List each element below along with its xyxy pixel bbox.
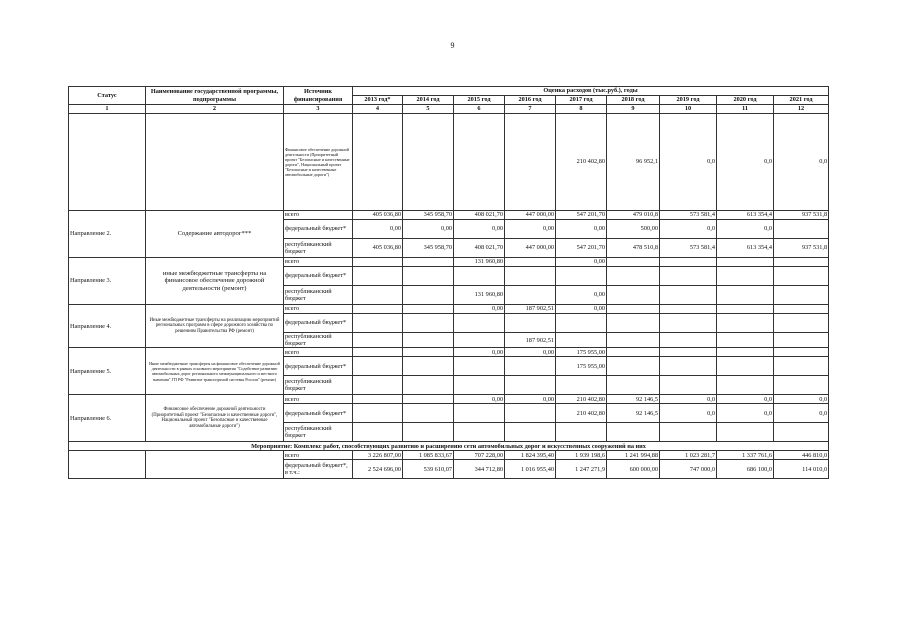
table-row [69, 305, 829, 314]
top-block-value: 0,0 [774, 114, 829, 211]
value-cell: 600 000,00 [607, 460, 660, 479]
direction-name: Содержание автодорог*** [146, 211, 284, 258]
value-cell [505, 258, 556, 267]
direction-name: Иные межбюджетные трансферты на финансовое обеспечение дорожной деятельности в рамках основного мероприятия "Содействие развитию автомобильных дорог регионального межмуниципального и местного значения" ГП РФ "Развитие транспортной системы России" (ремонт) [146, 348, 284, 395]
value-cell [403, 258, 454, 267]
value-cell: 408 021,70 [454, 211, 505, 220]
value-cell: 937 531,8 [774, 239, 829, 258]
value-cell: 0,00 [505, 348, 556, 357]
value-cell: 613 354,4 [717, 239, 774, 258]
table-row [69, 348, 829, 357]
value-cell [353, 404, 403, 423]
value-cell [556, 267, 607, 286]
value-cell: 0,00 [454, 348, 505, 357]
direction-status: Направление 4. [69, 305, 146, 348]
top-block-value: 96 952,1 [607, 114, 660, 211]
value-cell [660, 305, 717, 314]
value-cell: 0,00 [505, 395, 556, 404]
value-cell [505, 376, 556, 395]
event-status-cell [69, 451, 146, 479]
top-block-source: Финансовое обеспечение дорожной деятельности (Приоритетный проект "Безопасные и качественные дороги", Национальный проект "Безопасные и качественные автомобильные дороги") [284, 114, 353, 211]
value-cell [660, 267, 717, 286]
top-block-value [454, 114, 505, 211]
header-column-number: 6 [454, 105, 505, 114]
value-cell [774, 333, 829, 348]
value-cell: 3 226 807,00 [353, 451, 403, 460]
value-cell [717, 376, 774, 395]
value-cell [660, 333, 717, 348]
value-cell: 0,00 [556, 305, 607, 314]
value-cell [505, 423, 556, 442]
header-year: 2017 год [556, 96, 607, 105]
value-cell [774, 305, 829, 314]
value-cell: 1 023 281,7 [660, 451, 717, 460]
value-cell [717, 348, 774, 357]
value-cell [353, 258, 403, 267]
value-cell [660, 258, 717, 267]
top-block-value [353, 114, 403, 211]
value-cell: 92 146,5 [607, 395, 660, 404]
value-cell [607, 376, 660, 395]
direction-name: иные межбюджетные трансферты на финансовое обеспечение дорожной деятельности (ремонт) [146, 258, 284, 305]
header-program-name: Наименование государственной программы, подпрограммы [146, 87, 284, 105]
value-cell [774, 220, 829, 239]
header-status: Статус [69, 87, 146, 105]
value-cell [403, 267, 454, 286]
table-row [69, 258, 829, 267]
value-cell [403, 333, 454, 348]
header-year: 2013 год* [353, 96, 403, 105]
top-block-value: 0,0 [660, 114, 717, 211]
header-column-number: 2 [146, 105, 284, 114]
value-cell [717, 258, 774, 267]
value-cell: 405 036,80 [353, 239, 403, 258]
value-cell [660, 357, 717, 376]
value-cell: 447 000,00 [505, 239, 556, 258]
top-block-value [505, 114, 556, 211]
funding-source: федеральный бюджет* [284, 267, 353, 286]
value-cell: 479 010,8 [607, 211, 660, 220]
value-cell: 1 337 761,6 [717, 451, 774, 460]
value-cell [774, 376, 829, 395]
value-cell [660, 286, 717, 305]
value-cell [717, 423, 774, 442]
value-cell: 0,0 [660, 395, 717, 404]
value-cell [403, 314, 454, 333]
value-cell: 187 902,51 [505, 305, 556, 314]
value-cell [717, 357, 774, 376]
value-cell [505, 404, 556, 423]
value-cell [660, 423, 717, 442]
value-cell: 0,00 [505, 220, 556, 239]
value-cell [774, 314, 829, 333]
value-cell [403, 348, 454, 357]
value-cell: 446 810,0 [774, 451, 829, 460]
table-row [69, 395, 829, 404]
value-cell [607, 286, 660, 305]
value-cell: 1 939 198,6 [556, 451, 607, 460]
top-block-row [69, 114, 829, 211]
top-block-value: 0,0 [717, 114, 774, 211]
header-column-number: 9 [607, 105, 660, 114]
value-cell [454, 314, 505, 333]
value-cell [607, 305, 660, 314]
value-cell [607, 314, 660, 333]
header-column-number: 11 [717, 105, 774, 114]
value-cell: 0,00 [556, 286, 607, 305]
header-year: 2018 год [607, 96, 660, 105]
value-cell [505, 357, 556, 376]
value-cell: 0,00 [403, 220, 454, 239]
page-number: 9 [450, 41, 455, 50]
value-cell [454, 357, 505, 376]
value-cell [607, 348, 660, 357]
value-cell [607, 267, 660, 286]
table-row [69, 211, 829, 220]
value-cell: 547 201,70 [556, 239, 607, 258]
value-cell [607, 333, 660, 348]
value-cell: 175 955,00 [556, 348, 607, 357]
value-cell [353, 333, 403, 348]
value-cell: 937 531,8 [774, 211, 829, 220]
value-cell: 0,0 [774, 395, 829, 404]
value-cell: 613 354,4 [717, 211, 774, 220]
value-cell [353, 395, 403, 404]
value-cell [454, 423, 505, 442]
value-cell: 1 824 395,40 [505, 451, 556, 460]
value-cell [403, 305, 454, 314]
value-cell [717, 286, 774, 305]
direction-name: Финансовое обеспечение дорожной деятельности (Приоритетный проект "Безопасные и качественные дороги", Национальный проект "Безопасные и качественные автомобильные дороги") [146, 395, 284, 442]
value-cell: 0,00 [454, 395, 505, 404]
top-block-status-cell [69, 114, 146, 211]
value-cell: 131 960,80 [454, 258, 505, 267]
value-cell [403, 357, 454, 376]
value-cell [774, 357, 829, 376]
value-cell: 1 085 833,67 [403, 451, 454, 460]
value-cell [607, 423, 660, 442]
value-cell [774, 258, 829, 267]
value-cell: 114 010,0 [774, 460, 829, 479]
value-cell [353, 357, 403, 376]
table-row [69, 451, 829, 460]
value-cell [353, 423, 403, 442]
value-cell [403, 376, 454, 395]
value-cell: 175 955,00 [556, 357, 607, 376]
value-cell: 210 402,80 [556, 404, 607, 423]
value-cell: 0,0 [717, 395, 774, 404]
value-cell: 747 000,0 [660, 460, 717, 479]
value-cell: 447 000,00 [505, 211, 556, 220]
value-cell: 405 036,80 [353, 211, 403, 220]
header-column-number: 1 [69, 105, 146, 114]
value-cell: 573 581,4 [660, 211, 717, 220]
value-cell [774, 286, 829, 305]
direction-name: Иные межбюджетные трансферты на реализацию мероприятий региональных программ в сфере дорожного хозяйства по решениям Правительства РФ (ремонт) [146, 305, 284, 348]
value-cell: 0,0 [660, 220, 717, 239]
funding-source: всего [284, 258, 353, 267]
funding-source: федеральный бюджет* [284, 314, 353, 333]
value-cell: 92 146,5 [607, 404, 660, 423]
value-cell [505, 267, 556, 286]
funding-source: федеральный бюджет* [284, 357, 353, 376]
value-cell [717, 314, 774, 333]
value-cell [774, 423, 829, 442]
value-cell [660, 376, 717, 395]
header-column-number: 5 [403, 105, 454, 114]
value-cell: 131 960,80 [454, 286, 505, 305]
direction-status: Направление 2. [69, 211, 146, 258]
funding-source: республиканский бюджет [284, 376, 353, 395]
value-cell [774, 267, 829, 286]
value-cell: 345 958,70 [403, 211, 454, 220]
header-source: Источник финансирования [284, 87, 353, 105]
value-cell: 500,00 [607, 220, 660, 239]
top-block-name-cell [146, 114, 284, 211]
value-cell [660, 314, 717, 333]
value-cell [454, 404, 505, 423]
direction-status: Направление 5. [69, 348, 146, 395]
header-estimate: Оценка расходов (тыс.руб.), годы [353, 87, 829, 96]
event-title: Мероприятие: Комплекс работ, способствующих развитию и расширению сети автомобильных дорог и искусственных сооружений на них [69, 442, 829, 451]
value-cell [353, 286, 403, 305]
value-cell: 0,00 [454, 305, 505, 314]
value-cell [353, 314, 403, 333]
header-column-number: 3 [284, 105, 353, 114]
value-cell: 707 228,00 [454, 451, 505, 460]
header-column-number: 4 [353, 105, 403, 114]
header-year: 2021 год [774, 96, 829, 105]
funding-source: республиканский бюджет [284, 286, 353, 305]
value-cell: 210 402,80 [556, 395, 607, 404]
value-cell: 0,00 [556, 220, 607, 239]
value-cell [505, 286, 556, 305]
header-year: 2014 год [403, 96, 454, 105]
value-cell [556, 314, 607, 333]
value-cell: 0,0 [660, 404, 717, 423]
value-cell [607, 258, 660, 267]
value-cell: 0,0 [717, 220, 774, 239]
header-column-number: 12 [774, 105, 829, 114]
value-cell: 547 201,70 [556, 211, 607, 220]
funding-source: всего [284, 305, 353, 314]
value-cell: 1 247 271,9 [556, 460, 607, 479]
top-block-value: 210 402,80 [556, 114, 607, 211]
value-cell [454, 333, 505, 348]
value-cell: 187 902,51 [505, 333, 556, 348]
value-cell [505, 314, 556, 333]
value-cell [774, 348, 829, 357]
value-cell: 573 581,4 [660, 239, 717, 258]
value-cell: 0,0 [774, 404, 829, 423]
header-column-numbers-row [69, 105, 829, 114]
funding-source: всего [284, 451, 353, 460]
funding-source: всего [284, 395, 353, 404]
value-cell [660, 348, 717, 357]
value-cell [717, 267, 774, 286]
funding-source: республиканский бюджет [284, 333, 353, 348]
value-cell: 0,00 [556, 258, 607, 267]
value-cell: 1 016 955,40 [505, 460, 556, 479]
header-year: 2019 год [660, 96, 717, 105]
budget-table-body [69, 87, 829, 479]
value-cell [403, 404, 454, 423]
funding-source: всего [284, 211, 353, 220]
value-cell [403, 286, 454, 305]
value-cell: 0,00 [353, 220, 403, 239]
event-title-row [69, 442, 829, 451]
value-cell: 686 100,0 [717, 460, 774, 479]
value-cell: 0,0 [717, 404, 774, 423]
direction-status: Направление 6. [69, 395, 146, 442]
value-cell [353, 267, 403, 286]
funding-source: федеральный бюджет* [284, 404, 353, 423]
event-name-cell [146, 451, 284, 479]
value-cell [556, 376, 607, 395]
funding-source: республиканский бюджет [284, 423, 353, 442]
value-cell: 539 610,07 [403, 460, 454, 479]
value-cell [353, 376, 403, 395]
value-cell [403, 423, 454, 442]
value-cell [454, 376, 505, 395]
value-cell [454, 267, 505, 286]
value-cell [353, 305, 403, 314]
funding-source: федеральный бюджет*, в т.ч.: [284, 460, 353, 479]
value-cell: 1 241 994,88 [607, 451, 660, 460]
value-cell [717, 333, 774, 348]
value-cell [607, 357, 660, 376]
value-cell: 2 524 696,00 [353, 460, 403, 479]
value-cell: 408 021,70 [454, 239, 505, 258]
value-cell: 478 510,8 [607, 239, 660, 258]
top-block-value [403, 114, 454, 211]
funding-source: всего [284, 348, 353, 357]
value-cell [717, 305, 774, 314]
header-year: 2016 год [505, 96, 556, 105]
value-cell: 345 958,70 [403, 239, 454, 258]
value-cell: 0,00 [454, 220, 505, 239]
value-cell: 344 712,80 [454, 460, 505, 479]
header-column-number: 7 [505, 105, 556, 114]
header-year: 2020 год [717, 96, 774, 105]
value-cell [556, 333, 607, 348]
funding-source: республиканский бюджет [284, 239, 353, 258]
direction-status: Направление 3. [69, 258, 146, 305]
funding-source: федеральный бюджет* [284, 220, 353, 239]
header-year: 2015 год [454, 96, 505, 105]
header-column-number: 8 [556, 105, 607, 114]
budget-table [68, 86, 829, 479]
value-cell [403, 395, 454, 404]
value-cell [556, 423, 607, 442]
value-cell [353, 348, 403, 357]
header-column-number: 10 [660, 105, 717, 114]
